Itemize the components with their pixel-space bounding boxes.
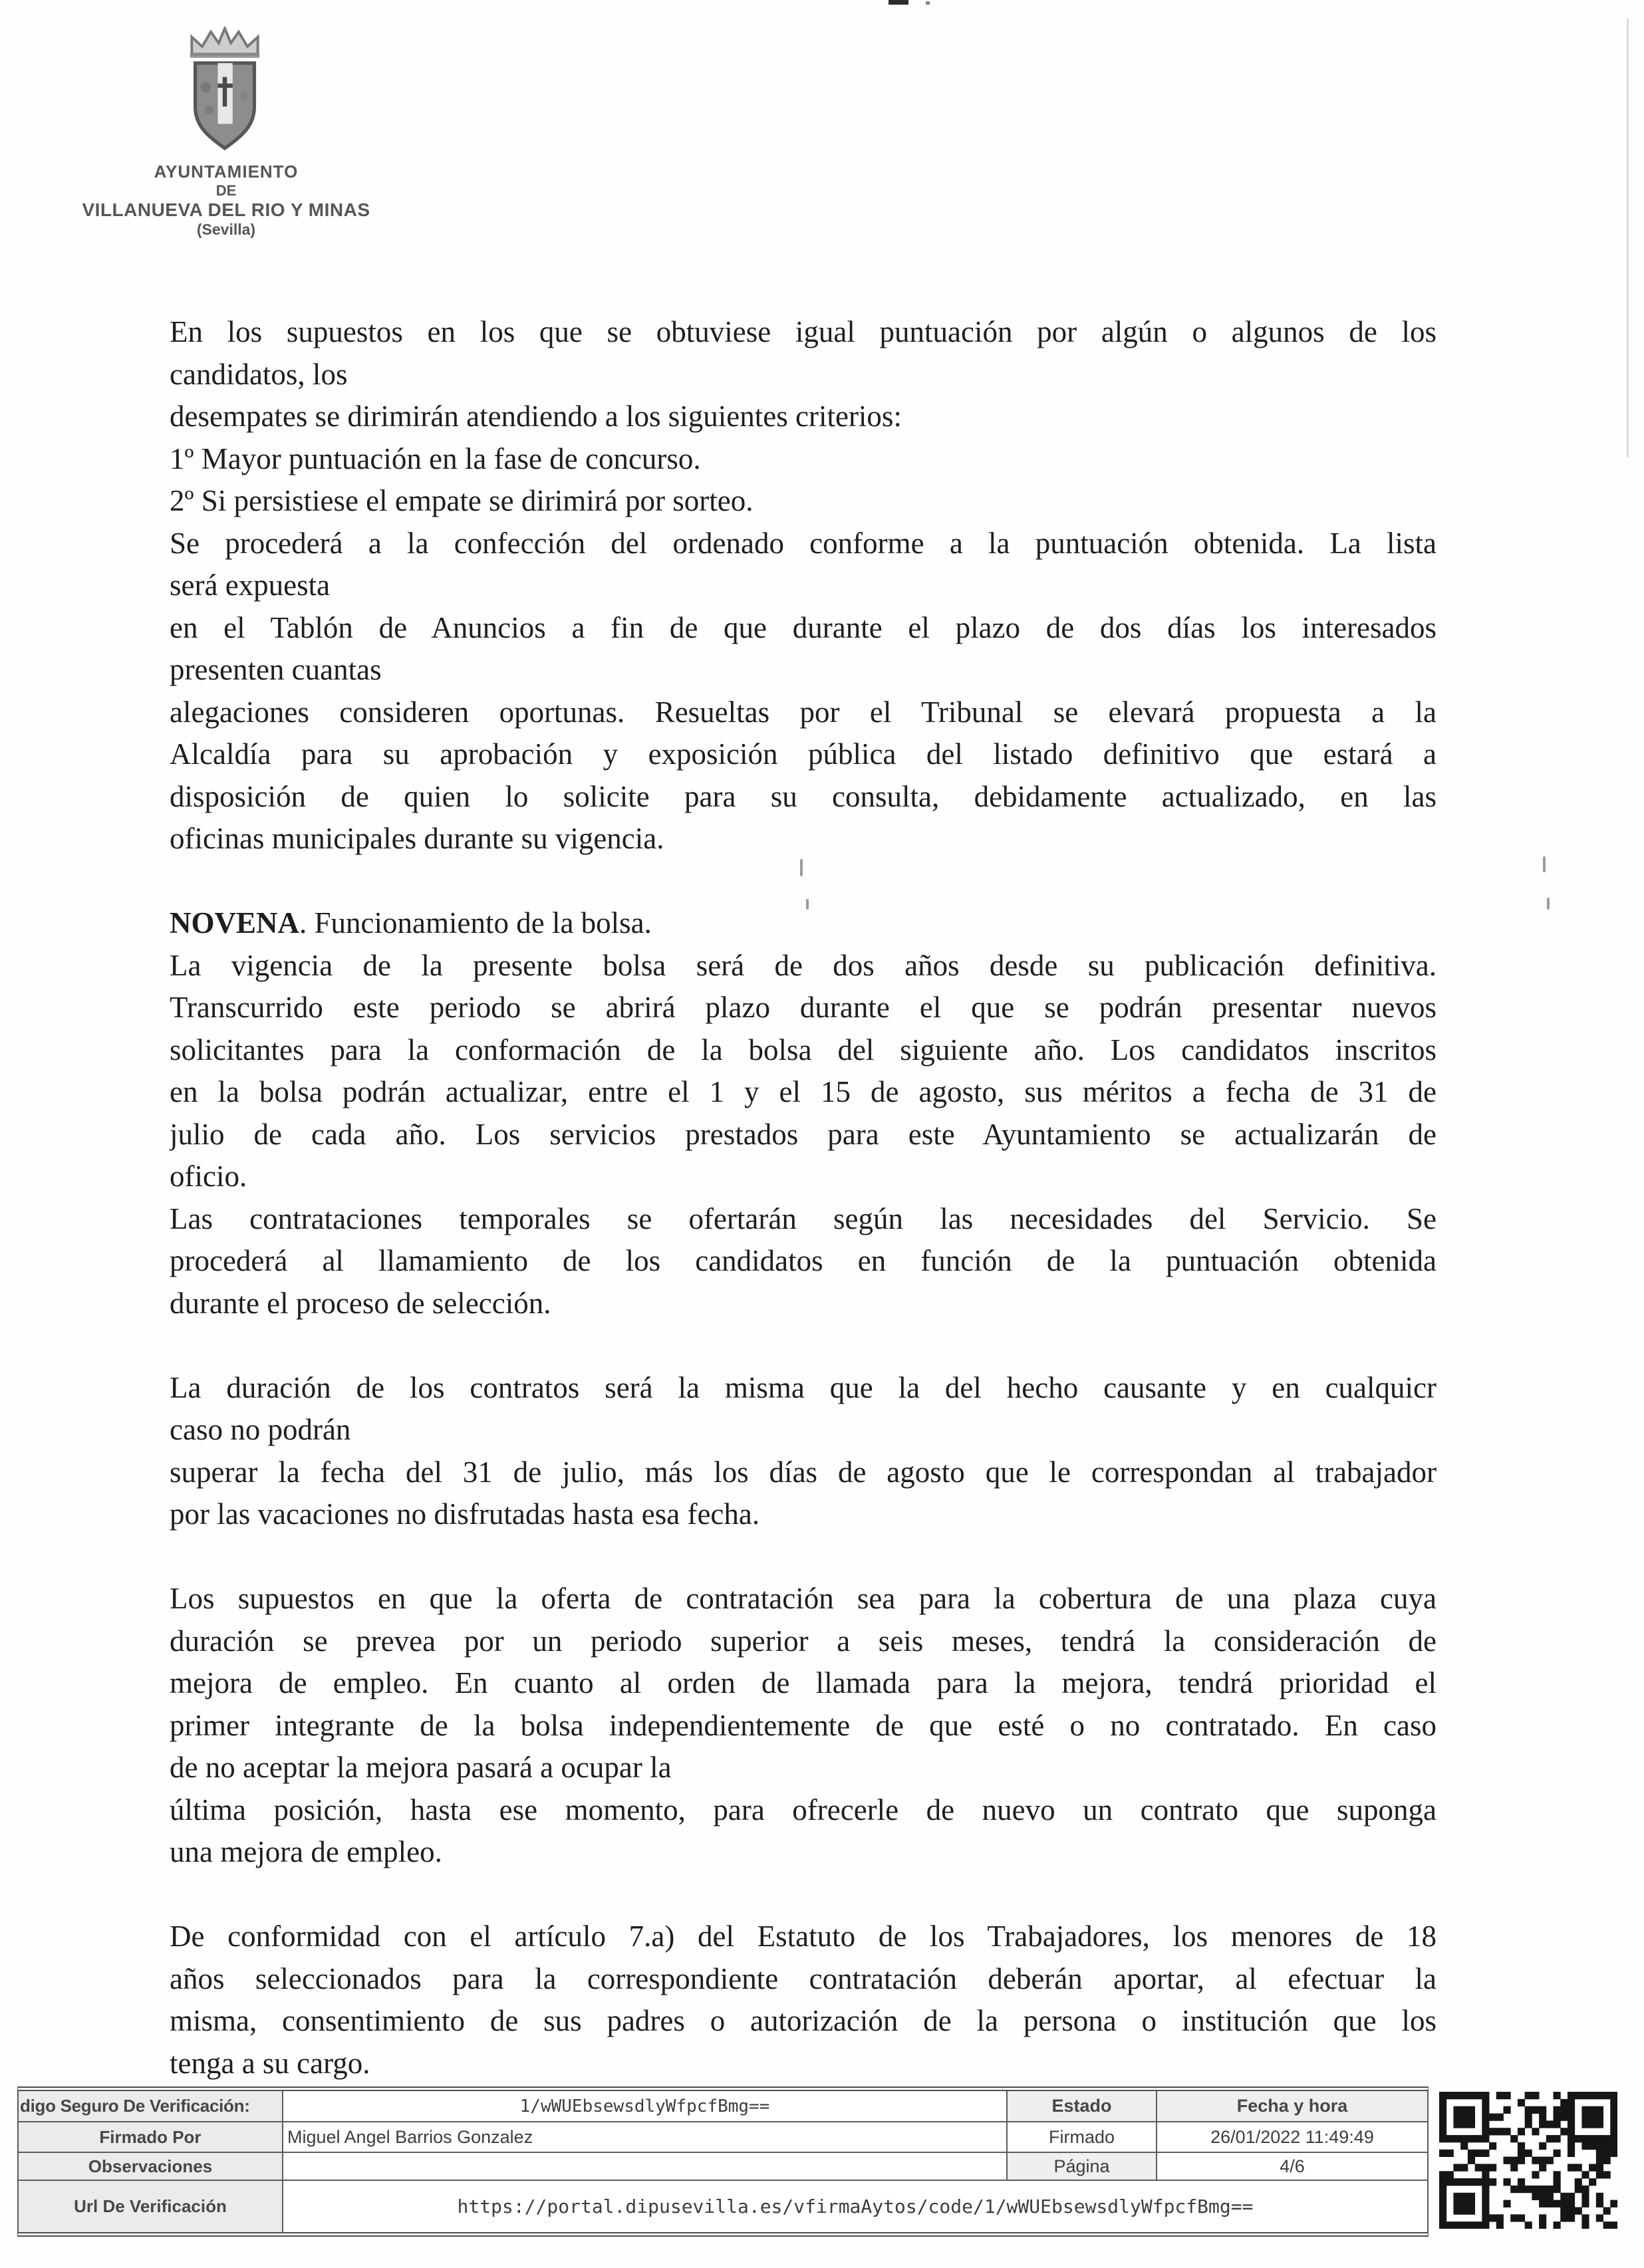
text-line: La duración de los contratos será la misma que la del hecho causante y en cualquicr — [170, 1370, 1437, 1404]
text-line: oficinas municipales durante su vigencia. — [170, 822, 664, 855]
page-value: 4/6 — [1157, 2152, 1427, 2180]
fecha-header: Fecha y hora — [1157, 2091, 1427, 2122]
paragraph-gap — [170, 1874, 1437, 1916]
text-line: candidatos, los — [170, 357, 348, 391]
scan-artifact — [800, 859, 803, 876]
text-line: mejora de empleo. En cuanto al orden de llamada para la mejora, tendrá prioridad el — [170, 1666, 1437, 1700]
signed-by-value: Miguel Angel Barrios Gonzalez — [283, 2122, 1007, 2152]
verification-url-value: https://portal.dipusevilla.es/vfirmaAytos/code/1/wWUEbsewsdlyWfpcfBmg== — [283, 2180, 1427, 2232]
csv-value: 1/wWUEbsewsdlyWfpcfBmg== — [283, 2091, 1007, 2122]
text-line: Transcurrido este periodo se abrirá plazo durante el que se podrán presentar nuevos — [170, 991, 1437, 1024]
paragraph-gap — [170, 1324, 1437, 1367]
text-line: alegaciones consideren oportunas. Resueltas por el Tribunal se elevará propuesta a la — [170, 695, 1437, 729]
text-line: De conformidad con el artículo 7.a) del Estatuto de los Trabajadores, los menores de 18 — [170, 1920, 1437, 1953]
observations-label: Observaciones — [19, 2152, 283, 2180]
text-line: será expuesta — [170, 568, 331, 602]
text-line: solicitantes para la conformación de la bolsa del siguiente año. Los candidatos inscritos — [170, 1033, 1437, 1067]
csv-label: digo Seguro De Verificación: — [19, 2091, 283, 2122]
estado-header: Estado — [1007, 2091, 1157, 2122]
text-line: última posición, hasta ese momento, para ofrecerle de nuevo un contrato que suponga — [170, 1793, 1437, 1827]
text-line: desempates se dirimirán atendiendo a los siguientes criterios: — [170, 400, 902, 433]
text-line: una mejora de empleo. — [170, 1835, 442, 1868]
org-name-line: VILLANUEVA DEL RIO Y MINAS — [82, 199, 370, 220]
scan-artifact — [926, 1, 930, 5]
signature-verification-table — [17, 2086, 1429, 2237]
text-line: 2º Si persistiese el empate se dirimirá por sorteo. — [170, 484, 754, 517]
qr-code — [1439, 2092, 1617, 2229]
text-line: Los supuestos en que la oferta de contratación sea para la cobertura de una plaza cuya — [170, 1582, 1437, 1615]
text-line: disposición de quien lo solicite para su consulta, debidamente actualizado, en las — [170, 779, 1437, 813]
org-name-line: AYUNTAMIENTO — [154, 162, 299, 182]
text-line: superar la fecha del 31 de julio, más los días de agosto que le correspondan al trabajador — [170, 1455, 1437, 1489]
text-line: de no aceptar la mejora pasará a ocupar la — [170, 1751, 672, 1784]
text-line: Alcaldía para su aprobación y exposición pública del listado definitivo que estará a — [170, 737, 1437, 771]
text-line: En los supuestos en los que se obtuviese igual puntuación por algún o algunos de los — [170, 315, 1437, 348]
observations-value — [283, 2152, 1007, 2180]
text-line: 1º Mayor puntuación en la fase de concurso. — [170, 441, 701, 475]
text-line: tenga a su cargo. — [170, 2046, 370, 2080]
letterhead — [47, 162, 406, 239]
text-line: julio de cada año. Los servicios prestados para este Ayuntamiento se actualizarán de — [170, 1117, 1437, 1151]
verification-url-label: Url De Verificación — [19, 2180, 283, 2232]
org-name-line: DE — [215, 182, 237, 199]
text-line: caso no podrán — [170, 1413, 351, 1446]
text-line: primer integrante de la bolsa independientemente de que esté o no contratado. En caso — [170, 1708, 1437, 1742]
scan-artifact — [1547, 898, 1550, 910]
fecha-value: 26/01/2022 11:49:49 — [1157, 2122, 1427, 2152]
text-line: años seleccionados para la correspondiente contratación deberán aportar, al efectuar la — [170, 1961, 1437, 1995]
text-line: en el Tablón de Anuncios a fin de que durante el plazo de dos días los interesados — [170, 610, 1437, 644]
scan-artifact — [806, 899, 809, 910]
paragraph-gap — [170, 1536, 1437, 1578]
text-line: misma, consentimiento de sus padres o autorización de la persona o institución que los — [170, 2004, 1437, 2037]
org-province-line: (Sevilla) — [196, 221, 256, 238]
text-line: duración se prevea por un periodo superior a seis meses, tendrá la consideración de — [170, 1624, 1437, 1658]
text-line: NOVENA. Funcionamiento de la bolsa. — [170, 906, 652, 940]
text-line: durante el proceso de selección. — [170, 1286, 551, 1320]
estado-value: Firmado — [1007, 2122, 1157, 2152]
text-line: Se procederá a la confección del ordenado conforme a la puntuación obtenida. La lista — [170, 526, 1437, 560]
page-label: Página — [1007, 2152, 1157, 2180]
text-line: La vigencia de la presente bolsa será de dos años desde su publicación definitiva. — [170, 948, 1437, 982]
text-line: por las vacaciones no disfrutadas hasta esa fecha. — [170, 1497, 760, 1531]
text-line: Las contrataciones temporales se ofertarán según las necesidades del Servicio. Se — [170, 1201, 1437, 1235]
paragraph-gap — [170, 860, 1437, 903]
text-line: en la bolsa podrán actualizar, entre el 1 y el 15 de agosto, sus méritos a fecha de 31 de — [170, 1075, 1437, 1108]
text-line: oficio. — [170, 1160, 247, 1193]
municipal-coat-of-arms-icon — [172, 27, 278, 157]
text-line: presenten cuantas — [170, 653, 382, 686]
signed-by-label: Firmado Por — [19, 2122, 283, 2152]
text-line: procederá al llamamiento de los candidatos en función de la puntuación obtenida — [170, 1244, 1437, 1277]
scan-artifact — [1543, 856, 1546, 872]
scan-artifact — [889, 0, 908, 5]
scan-artifact — [1627, 19, 1629, 457]
document-body — [170, 311, 1437, 2084]
